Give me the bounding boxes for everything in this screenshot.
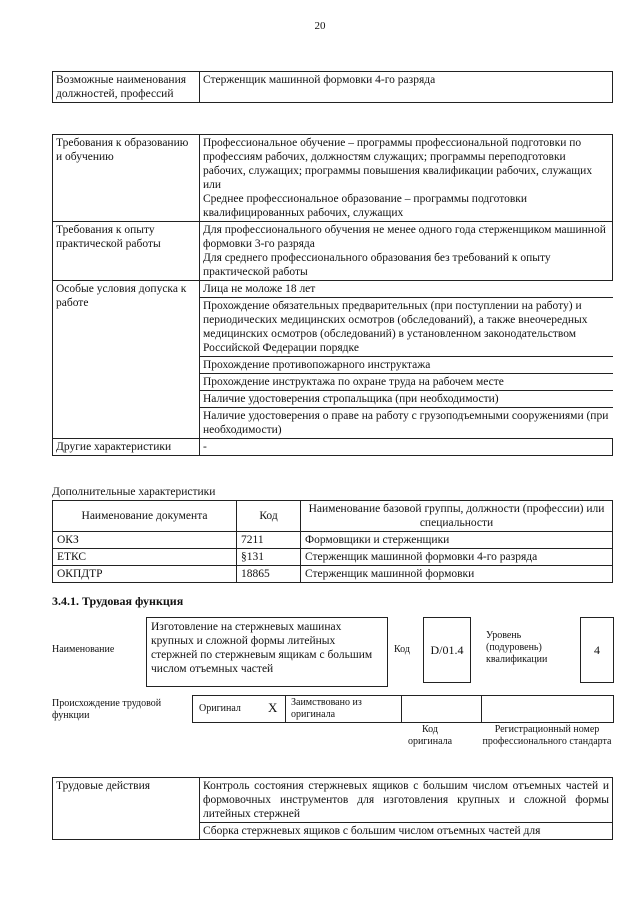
- header-code: Код: [237, 501, 301, 532]
- doc-name: ОКПДТР: [53, 566, 237, 583]
- additional-table: [52, 500, 613, 583]
- doc-code: 18865: [237, 566, 301, 583]
- actions-table: [52, 777, 613, 840]
- requirement-education: [53, 135, 613, 222]
- positions-label: Возможные наименования должностей, профессий: [53, 72, 200, 103]
- requirement-value: Профессиональное обучение – программы профессиональной подготовки по профессиям рабочих, должностям служащих; программы переподготовки рабочих, служащих; программы повышения квалификации рабочих, служащих или Среднее профессиональное образование – программы подготовки квалифицированных рабочих, служащих: [200, 135, 613, 222]
- doc-name: ЕТКС: [53, 549, 237, 566]
- table-row: [53, 549, 613, 566]
- doc-code: §131: [237, 549, 301, 566]
- name-label: Наименование: [52, 644, 115, 655]
- header-group: Наименование базовой группы, должности (профессии) или специальности: [301, 501, 613, 532]
- positions-table: [52, 71, 613, 103]
- section-heading: 3.4.1. Трудовая функция: [52, 594, 184, 608]
- doc-group: Стерженщик машинной формовки: [301, 566, 613, 583]
- page-number: 20: [314, 20, 326, 32]
- level-value: 4: [580, 617, 614, 683]
- doc-code: 7211: [237, 532, 301, 549]
- requirement-other: [53, 439, 613, 456]
- function-name: Изготовление на стержневых машинах крупных и сложной формы литейных стержней по стержневым ящикам с большим числом отъемных частей: [146, 617, 388, 687]
- requirement-conditions: [53, 281, 613, 439]
- condition-item: Прохождение обязательных предварительных (при поступлении на работу) и периодических медицинских осмотров (обследований), а также внеочередных медицинских осмотров (обследований) в установленном законодательством Российской Федерации порядке: [200, 298, 613, 357]
- table-row: [53, 566, 613, 583]
- requirement-value: Для профессионального обучения не менее одного года стерженщиком машинной формовки 3-го разряда Для среднего профессионального образования без требований к опыту практической работы: [200, 222, 613, 281]
- requirements-table: [52, 134, 613, 456]
- function-code: D/01.4: [423, 617, 471, 683]
- doc-group: Формовщики и стерженщики: [301, 532, 613, 549]
- origin-label: Происхождение трудовой функции: [52, 698, 162, 721]
- requirement-label: Другие характеристики: [53, 439, 200, 456]
- requirement-experience: [53, 222, 613, 281]
- doc-group: Стерженщик машинной формовки 4-го разряда: [301, 549, 613, 566]
- origin-table: [192, 695, 614, 723]
- requirement-label: Требования к опыту практической работы: [53, 222, 200, 281]
- reg-number-label: Регистрационный номер профессионального стандарта: [482, 724, 612, 747]
- doc-name: ОКЗ: [53, 532, 237, 549]
- positions-value: Стерженщик машинной формовки 4-го разряда: [200, 72, 613, 103]
- borrowed-label: Заимствовано из оригинала: [291, 697, 362, 720]
- additional-header-row: [53, 501, 613, 532]
- actions-label: Трудовые действия: [53, 778, 200, 840]
- condition-item: Прохождение противопожарного инструктажа: [200, 357, 613, 374]
- requirement-value: -: [200, 439, 613, 456]
- table-row: [53, 532, 613, 549]
- condition-item: Прохождение инструктажа по охране труда на рабочем месте: [200, 374, 613, 391]
- original-mark: X: [268, 700, 278, 715]
- requirement-values: [200, 281, 613, 439]
- additional-caption: Дополнительные характеристики: [52, 486, 216, 498]
- condition-item: Лица не моложе 18 лет: [203, 283, 316, 295]
- requirement-label: Требования к образованию и обучению: [53, 135, 200, 222]
- header-document: Наименование документа: [53, 501, 237, 532]
- requirement-label: Особые условия допуска к работе: [53, 281, 200, 439]
- level-label: Уровень (подуровень) квалификации: [486, 630, 548, 665]
- condition-item: Наличие удостоверения о праве на работу с грузоподъемными сооружениями (при необходимости): [200, 408, 613, 439]
- action-item: Контроль состояния стержневых ящиков с большим числом отъемных частей и формовочных инструментов для изготовления крупных и сложной формы литейных стержней: [200, 778, 613, 823]
- code-original-label: Код оригинала: [407, 724, 453, 747]
- action-item: Сборка стержневых ящиков с большим числом отъемных частей для: [200, 823, 613, 840]
- code-label: Код: [394, 644, 410, 655]
- original-label: Оригинал: [199, 703, 241, 714]
- condition-item: Наличие удостоверения стропальщика (при необходимости): [200, 391, 613, 408]
